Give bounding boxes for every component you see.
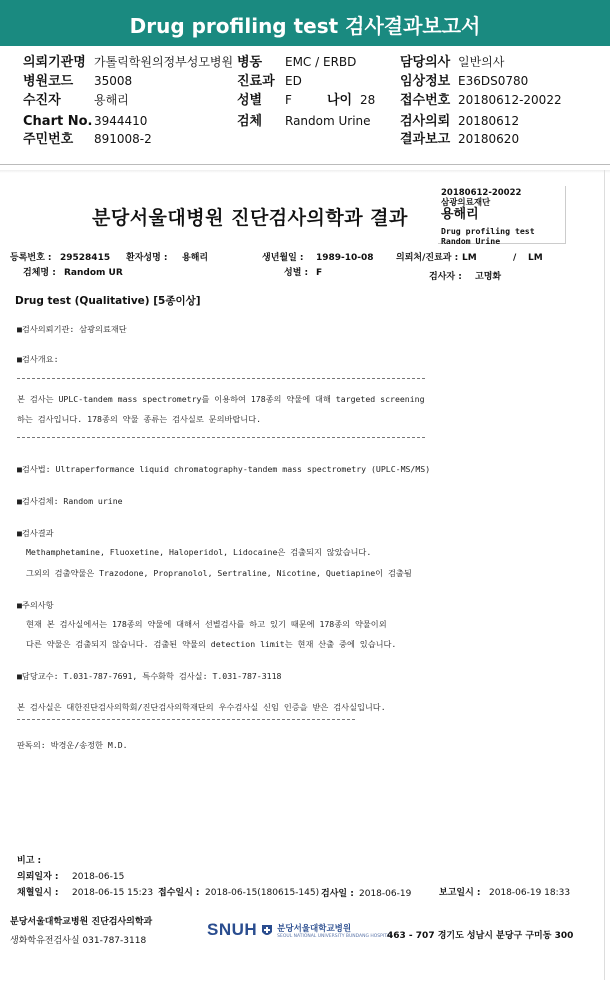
dashed-rule bbox=[17, 719, 355, 720]
report-banner bbox=[0, 0, 610, 46]
snuh-logo bbox=[207, 920, 392, 940]
scan-shadow bbox=[0, 170, 610, 173]
result-line-1: Methamphetamine, Fluoxetine, Haloperidol, Lidocaine은 검출되지 않았습니다. bbox=[26, 547, 372, 557]
dashed-rule bbox=[17, 437, 425, 438]
result-heading: ■검사결과 bbox=[17, 528, 54, 538]
value-ward: EMC / ERBD bbox=[285, 55, 357, 69]
label-chart-no: Chart No. bbox=[23, 114, 93, 129]
value-clinical-info: E36DS0780 bbox=[458, 74, 529, 88]
overview-heading: ■검사개요: bbox=[17, 354, 59, 364]
label-patient: 수진자 bbox=[23, 93, 61, 108]
label-specimen: 검체 bbox=[237, 114, 263, 129]
dob-label: 생년월일 : bbox=[262, 253, 304, 263]
label-hospital-code: 병원코드 bbox=[23, 74, 74, 89]
value-sex: F bbox=[285, 93, 292, 107]
value-hospital-code: 35008 bbox=[94, 74, 133, 88]
reg-no-label: 등록번호 : bbox=[10, 253, 52, 263]
stamp-number: 20180612-20022 bbox=[441, 188, 522, 198]
snuh-logo-sub: SEOUL NATIONAL UNIVERSITY BUNDANG HOSPITAL bbox=[277, 933, 393, 939]
label-age: 나이 bbox=[327, 93, 353, 108]
cert-line: 본 검사실은 대한진단검사의학회/진단검사의학재단의 우수검사실 신임 인증을 받은 검사실입니다. bbox=[17, 702, 386, 712]
dept-label: 의뢰처/진료과 : bbox=[396, 253, 459, 263]
dept-2: LM bbox=[528, 253, 543, 263]
overview-line-1: 본 검사는 UPLC-tandem mass spectrometry를 이용하여 178종의 약물에 대해 targeted screening bbox=[17, 394, 425, 404]
report-banner-title: Drug profiling test 검사결과보고서 bbox=[129, 14, 481, 38]
value-request-date: 20180612 bbox=[458, 114, 520, 128]
value-resident-no: 891008-2 bbox=[94, 132, 152, 146]
label-accession-no: 접수번호 bbox=[400, 93, 451, 108]
dept: LM bbox=[462, 253, 477, 263]
stamp-specimen: Random Urine bbox=[441, 236, 501, 246]
stamp-org: 삼광의료재단 bbox=[441, 198, 491, 208]
label-clinical-info: 임상정보 bbox=[400, 74, 451, 89]
label-report-date: 결과보고 bbox=[400, 132, 451, 147]
test-date-label: 검사일 : bbox=[321, 889, 354, 899]
hospital-address: 463 - 707 경기도 성남시 분당구 구미동 300 bbox=[387, 931, 574, 941]
specimen-name: Random UR bbox=[64, 268, 123, 278]
sex: F bbox=[316, 268, 323, 278]
stamp-test: Drug profiling test bbox=[441, 226, 535, 236]
patient-name-label: 환자성명 : bbox=[126, 253, 168, 263]
dob: 1989-10-08 bbox=[316, 253, 374, 263]
agency-line: ■검사의뢰기관: 삼광의료재단 bbox=[17, 324, 127, 334]
value-report-date: 20180620 bbox=[458, 132, 520, 146]
reader-line: 판독의: 박경운/송정한 M.D. bbox=[17, 740, 128, 750]
note-heading: ■주의사항 bbox=[17, 600, 54, 610]
label-request-date: 검사의뢰 bbox=[400, 114, 451, 129]
reg-no: 29528415 bbox=[60, 253, 111, 263]
patient-name: 용해리 bbox=[182, 253, 209, 263]
remark-label: 비고 : bbox=[17, 856, 42, 866]
dept-slash: / bbox=[513, 253, 517, 263]
examiner-label: 검사자 : bbox=[429, 272, 462, 282]
specimen-line: ■검사검체: Random urine bbox=[17, 496, 123, 506]
value-requesting-org: 가톨릭학원의정부성모병원 bbox=[94, 55, 234, 69]
examiner: 고명화 bbox=[475, 272, 502, 282]
report-time-label: 보고일시 : bbox=[439, 888, 481, 898]
value-age: 28 bbox=[360, 93, 376, 107]
test-heading: Drug test (Qualitative) [5종이상] bbox=[15, 295, 201, 307]
label-sex: 성별 bbox=[237, 93, 263, 108]
value-specimen: Random Urine bbox=[285, 114, 371, 128]
sex-label: 성별 : bbox=[284, 268, 309, 278]
label-resident-no: 주민번호 bbox=[23, 132, 74, 147]
label-ward: 병동 bbox=[237, 55, 263, 70]
receive-time: 2018-06-15(180615-145) bbox=[205, 888, 320, 898]
collect-time: 2018-06-15 15:23 bbox=[72, 888, 154, 898]
stamp-name: 용해리 bbox=[441, 207, 479, 222]
hospital-emblem-icon bbox=[261, 923, 273, 937]
test-date: 2018-06-19 bbox=[359, 889, 412, 899]
snuh-logo-mark: SNUH bbox=[207, 920, 258, 939]
page-edge bbox=[604, 170, 605, 980]
value-accession-no: 20180612-20022 bbox=[458, 93, 562, 107]
value-department: ED bbox=[285, 74, 302, 88]
method-line: ■검사법: Ultraperformance liquid chromatography-tandem mass spectrometry (UPLC-MS/MS) bbox=[17, 464, 431, 474]
label-doctor: 담당의사 bbox=[400, 55, 451, 70]
value-doctor: 일반의사 bbox=[458, 55, 505, 69]
note-line-1: 현재 본 검사실에서는 178종의 약물에 대해서 선별검사를 하고 있기 때문에 178종의 약물이외 bbox=[26, 619, 387, 629]
dashed-rule bbox=[17, 378, 425, 379]
specimen-name-label: 검체명 : bbox=[23, 268, 56, 278]
label-requesting-org: 의뢰기관명 bbox=[23, 55, 86, 70]
lab-name: 생화학유전검사실 031-787-3118 bbox=[10, 936, 147, 946]
request-date: 2018-06-15 bbox=[72, 872, 125, 882]
note-line-2: 다른 약물은 검출되지 않습니다. 검출된 약물의 detection limit는 현재 산출 중에 있습니다. bbox=[26, 639, 397, 649]
value-chart-no: 3944410 bbox=[94, 114, 148, 128]
report-title: 분당서울대병원 진단검사의학과 결과 bbox=[92, 207, 408, 229]
section-divider bbox=[0, 164, 610, 165]
snuh-logo-name: 분당서울대학교병원 bbox=[277, 923, 352, 934]
value-patient: 용해리 bbox=[94, 93, 129, 107]
request-date-label: 의뢰일자 : bbox=[17, 872, 59, 882]
contact-line: ■담당교수: T.031-787-7691, 특수화학 검사실: T.031-787-3118 bbox=[17, 671, 282, 681]
result-line-2: 그외의 검출약물은 Trazodone, Propranolol, Sertraline, Nicotine, Quetiapine이 검출됨 bbox=[26, 568, 412, 578]
collect-label: 채혈일시 : bbox=[17, 888, 59, 898]
label-department: 진료과 bbox=[237, 74, 275, 89]
overview-line-2: 하는 검사입니다. 178종의 약물 종류는 검사실로 문의바랍니다. bbox=[17, 414, 262, 424]
report-time: 2018-06-19 18:33 bbox=[489, 888, 571, 898]
receive-label: 접수일시 : bbox=[158, 888, 200, 898]
dept-name: 분당서울대학교병원 진단검사의학과 bbox=[10, 917, 153, 927]
